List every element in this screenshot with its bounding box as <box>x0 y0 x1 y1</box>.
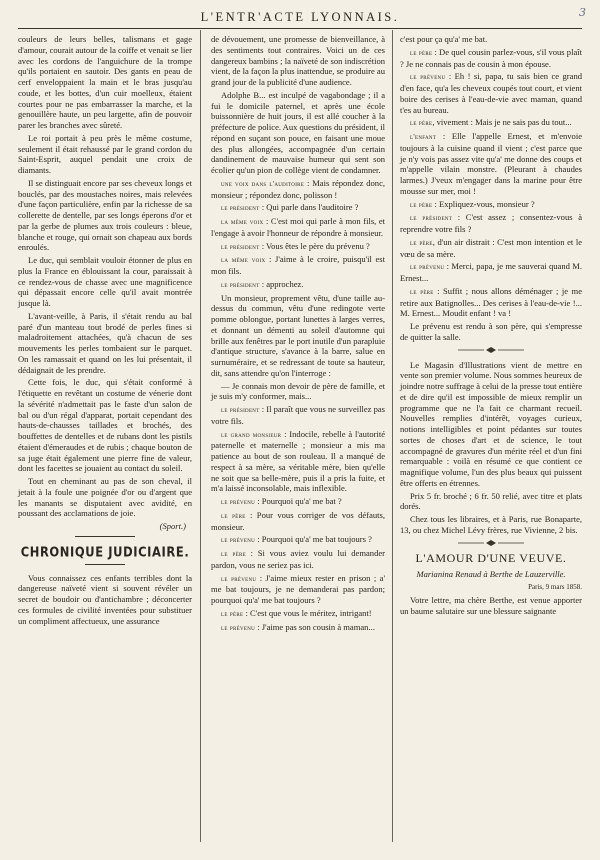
paragraph <box>211 293 385 379</box>
paragraph-text: Le prévenu est rendu à son père, qui s'empresse de quitter la salle. <box>400 321 582 342</box>
paragraph <box>400 71 582 115</box>
paragraph: Chez tous les libraires, et à Paris, rue Bonaparte, 13, ou chez Michel Lévy frères, rue Vivienne, 2 bis. <box>400 514 582 535</box>
paragraph-text: c'est pour ça qu'a' me bat. <box>400 34 488 44</box>
paragraph-text: Un monsieur, proprement vêtu, d'une taille au-dessus du commun, vêtu d'une redingote verte pomme oblongue, portant lunettes à larges verres, et donnant un démenti au soleil d'automne qui brille aux fenêtres par le port inutile d'un parapluie d'antique structure, s'avance à la barre, salue en surnuméraire, et se redressant de toute sa hauteur, dit, sans attendre qu'on l'interroge : <box>211 292 385 378</box>
speaker-label: le père <box>410 47 433 57</box>
page-number: 3 <box>579 6 586 19</box>
paragraph: L'avant-veille, à Paris, il s'était rendu au bal paré d'un manteau tout brodé de perles fines si maladroitement attachées, qu'à chacun de ses mouvements les perles tombaient sur le parquet. On les ramassait et quand on les lui présentait, il dédaignait de les prendre. <box>18 310 192 375</box>
paragraph-text: : J'aime à le croire, puisqu'il est mon fils. <box>211 254 385 276</box>
paragraph <box>400 47 582 70</box>
speaker-label: le prévenu <box>221 535 256 545</box>
paragraph-text: : Vous êtes le père du prévenu ? <box>259 240 370 251</box>
paragraph-text: : Expliquez-vous, monsieur ? <box>432 198 535 209</box>
speaker-label: le prévenu <box>221 622 256 632</box>
top-rule <box>18 28 582 29</box>
paragraph <box>400 321 582 343</box>
paragraph-text: : C'est que vous le méritez, intrigant! <box>243 607 372 618</box>
paragraph <box>211 202 385 214</box>
paragraph-text: : Mais répondez donc, monsieur ; répondez donc, polisson ! <box>211 177 385 200</box>
paragraph-text: : Pourquoi qu'a' me bat toujours ? <box>255 534 372 545</box>
speaker-label: le président <box>410 213 453 223</box>
paragraph-text: : C'est moi qui parle à mon fils, et l'engage à avoir l'honneur de répondre à monsieur. <box>211 216 386 238</box>
paragraph-text: : Il paraît que vous ne surveillez pas votre fils. <box>211 404 385 426</box>
paragraph <box>211 216 385 239</box>
speaker-label: le père <box>410 199 433 209</box>
paragraph <box>211 510 385 533</box>
paragraph-text: : approchez. <box>259 278 304 289</box>
column-1 <box>18 34 192 628</box>
paragraph-text: Adolphe B... est inculpé de vagabondage ; il a fui le domicile paternel, et après une école buissonnière de huit jours, il est allé coucher à la préfecture de police. Aux questions du président, il répond en suçant son pouce, en faisant une moue des plus allongées, accompagnée d'un certain dandinement de mauvaise humeur qui sent son écolier qu'un pion de collège vient de condamner. <box>211 89 385 175</box>
speaker-label: le président <box>221 405 260 414</box>
speaker-label: le prévenu <box>221 497 256 506</box>
ornament-separator <box>400 539 582 547</box>
paragraph <box>211 548 385 571</box>
paragraph <box>400 117 582 129</box>
section-rule <box>85 564 125 565</box>
column-divider <box>200 30 201 842</box>
paragraph-text: : Suffit ; nous allons déménager ; je me retire aux Batignolles... Des cerises à l'eau-de-vie !... M. Ernest... Moudit enfant ! va ! <box>400 285 582 319</box>
speaker-label: le père <box>410 237 433 247</box>
speaker-label: le président <box>221 279 260 289</box>
paragraph: Votre lettre, ma chère Berthe, est venue apporter un baume salutaire sur une blessure saignante <box>400 594 582 616</box>
paragraph: Le Magasin d'Illustrations vient de mettre en vente son premier volume. Nous sommes heureux de joindre notre suffrage à celui de la presse tout entière et de dire qu'il est impossible de mieux remplir un programme que ne l'a fait ce charmant recueil. Nouvelles remplies d'intérêt, voyages curieux, notions intelligibles et point pédantes sur toutes sortes de choses d'art et de science, le tout accompagné de gravures d'un mérite réel et d'un fini remarquable : voilà en résumé ce que contient ce magnifique volume, l'un des plus beaux qui puissent être offerts en étrennes. <box>400 359 582 488</box>
paragraph-text: : Indocile, rebelle à l'autorité paternelle et maternelle ; monsieur a mis ma patience au bout de son rouleau. Il a manqué de respect à sa mère, sa véritable mère, bien qu'elle ne soit que sa belle-mère, puis il a pris la fuite, et m'a laissé inconsolable, mais inflexible. <box>211 428 385 494</box>
speaker-label: le président <box>221 203 260 213</box>
paragraph <box>211 34 385 88</box>
paragraph-text: : Si vous aviez voulu lui demander pardon, vous ne seriez pas ici. <box>211 548 385 570</box>
section-heading: CHRONIQUE JUDICIAIRE. <box>20 543 190 560</box>
paragraph <box>211 496 385 508</box>
speaker-label: le prévenu <box>221 573 257 583</box>
letter-subtitle: Marianina Renaud à Berthe de Lauzerville. <box>416 569 566 580</box>
speaker-label: le grand monsieur <box>221 429 282 439</box>
paragraph <box>400 34 582 45</box>
speaker-label: la même voix <box>221 255 266 265</box>
paragraph-text: : C'est assez ; consentez-vous à reprendre votre fils ? <box>400 212 582 234</box>
paragraph <box>211 241 385 253</box>
paragraph <box>400 212 582 235</box>
paragraph <box>400 199 582 211</box>
paragraph: Le roi portait à peu près le même costume, seulement il était rehaussé par le grand cordon du Saint-Esprit, auquel pendait une croix de diamants. <box>18 132 192 175</box>
masthead-title: L'ENTR'ACTE LYONNAIS. <box>200 10 400 24</box>
paragraph: Vous connaissez ces enfants terribles dont la dangereuse naïveté vient si souvent révéler un secret de boudoir ou d'antichambre ; déconcerter ces formules de civilité inventées pour substituer un compliment affectueux, une assurance <box>18 572 192 626</box>
paragraph <box>400 237 582 260</box>
paragraph <box>211 279 385 291</box>
speaker-label: le père <box>410 118 433 128</box>
speaker-label: le père <box>221 608 244 618</box>
paragraph <box>400 261 582 284</box>
speaker-label: le président <box>221 241 260 251</box>
paragraph <box>211 254 385 277</box>
paragraph: Cette fois, le duc, qui s'était conformé à l'étiquette en revêtant un costume de vénerie dont la sévérité n'admettait pas le faste d'un salon de bal ou d'un régal d'apparat, portait cependant des hauts-de-chausses taillades et brochés, des bouffettes de dentelles et de rubans dont les pistils étaient d'émeraudes et de rubis ; chaque bouton de sa juge était également une pierre fine de valeur, dont les facettes se jouaient au contact du soleil. <box>18 377 192 474</box>
paragraph <box>211 381 385 403</box>
paragraph-text: — Je connais mon devoir de père de famille, et je suis m'y conformer, mais... <box>211 380 385 402</box>
column-3 <box>400 34 582 618</box>
paragraph <box>400 131 582 197</box>
article-source: (Sport.) <box>159 521 186 531</box>
speaker-label: le père <box>221 510 246 520</box>
speaker-label: le prévenu <box>410 72 446 82</box>
paragraph: Prix 5 fr. broché ; 6 fr. 50 relié, avec titre et plats dorés. <box>400 490 582 512</box>
paragraph-text: , vivement : Mais je ne sais pas du tout... <box>432 117 572 128</box>
paragraph: couleurs de leurs belles, talismans et gage d'amour, courait autour de la coiffe et venait se lier avec les cordons de l'anguichure de la trompe qu'ils portaient en sautoir. Des gants en peau de cerf enveloppaient la main et le bras jusqu'au coude, et les bottes, d'un cuir moelleux, étaient courtes pour ne pas embarrasser la marche, et la genouillère haute, un peu largette, afin de pouvoir parer les branches avec sûreté. <box>18 34 192 130</box>
section-rule <box>75 536 135 537</box>
paragraph <box>211 622 385 634</box>
paragraph-text: : Merci, papa, je me sauverai quand M. Ernest... <box>400 261 582 283</box>
paragraph <box>211 573 385 606</box>
speaker-label: le père <box>410 286 434 296</box>
paragraph: Il se distinguait encore par ses cheveux longs et bouclés, par des moustaches noires, mais relevées d'une façon particulière, enfin par la richesse de sa collerette de dentelle, par ses longs éperons d'or et par la gerbe de plumes aux trois couleurs : bleue, blanche et rouge, qui ornait son chapeau aux bords enroulés. <box>18 177 192 253</box>
speaker-label: le prévenu <box>410 262 445 272</box>
paragraph <box>211 429 385 495</box>
paragraph <box>211 178 385 201</box>
paragraph <box>211 534 385 546</box>
letter-date: Paris, 9 mars 1858. <box>528 583 582 591</box>
paragraph-text: : Eh ! si, papa, tu sais bien ce grand d'en face, qu'a les cheveux coupés tout court, et vient boire des cerises à l'eau-de-vie avec maman, quand t'es au bureau. <box>400 71 582 115</box>
paragraph <box>400 286 582 319</box>
paragraph-text: : Qui parle dans l'auditoire ? <box>259 202 359 213</box>
column-2 <box>211 34 385 635</box>
paragraph-text: de dévouement, une promesse de bienveillance, à des sentiments tout contraires. Voici un de ces dangereux bambins ; la naïveté de son indiscrétion vient, de la façon la plus inattendue, se produire au grand jour de la publicité d'une audience. <box>211 34 385 87</box>
paragraph-text: : Pour vous corriger de vos défauts, monsieur. <box>211 509 385 532</box>
paragraph-text: : J'aime mieux rester en prison ; a' me bat toujours, je ne demanderai pas pardon; pourquoi qu'a' me bat toujours ? <box>211 572 385 605</box>
paragraph-text: : De quel cousin parlez-vous, s'il vous plaît ? Je ne connais pas de cousin à mon épouse. <box>400 46 582 69</box>
paragraph: Tout en cheminant au pas de son cheval, il jetait à la foule une poignée d'or ou d'argent que les manants se disputaient avec avidité, en poussant des acclamations de joie. <box>18 476 192 519</box>
section-heading: L'AMOUR D'UNE VEUVE. <box>415 550 567 565</box>
paragraph <box>211 90 385 176</box>
paragraph: Le duc, qui semblait vouloir étonner de plus en plus la France en éblouissant la cour, paraissait à ce rendez-vous de chasse avec une magnificence qui dépassait encore celle qu'il avait montrée jusque là. <box>18 255 192 308</box>
paragraph-text: : Elle l'appelle Ernest, et m'envoie toujours à la cuisine quand il vient ; c'est parce que je n'y vois pas assez vite qu'a' me donne des coups et m'appelle vilain monstre. (Pleurant à chaudes larmes.) J'veux m'engager dans la marine pour être mousse sur mer, moi ! <box>400 131 582 196</box>
paragraph-text: , d'un air distrait : C'est mon intention et le vœu de sa mère. <box>400 236 582 259</box>
paragraph <box>211 404 385 427</box>
speaker-label: l'enfant <box>410 132 437 141</box>
speaker-label: une voix dans l'auditoire <box>221 178 305 188</box>
paragraph-text: : Pourquoi qu'a' me bat ? <box>255 496 342 506</box>
column-divider <box>392 30 393 842</box>
speaker-label: le père <box>221 549 246 558</box>
paragraph-text: : J'aime pas son cousin à maman... <box>255 621 375 632</box>
ornament-separator <box>400 346 582 354</box>
speaker-label: la même voix <box>221 217 264 226</box>
paragraph <box>211 608 385 620</box>
